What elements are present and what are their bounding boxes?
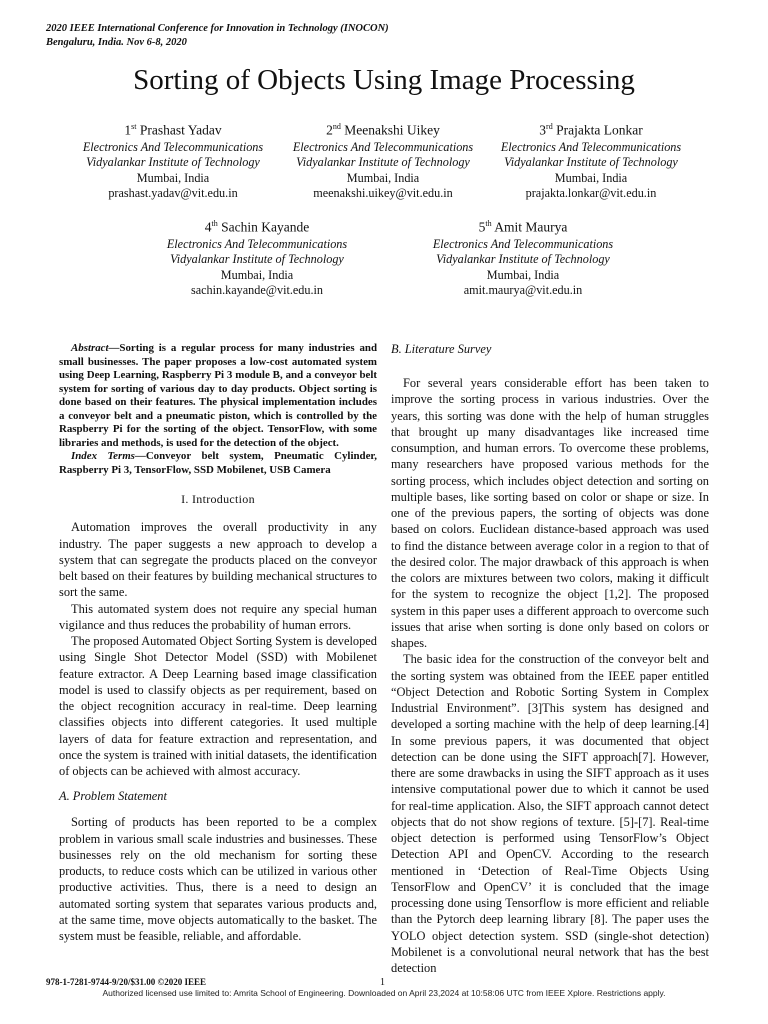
left-column [59,342,377,944]
author-ordinal: 5 [478,219,486,235]
subsection-heading-literature-survey: B. Literature Survey [391,342,492,356]
author-city: Mumbai, India [136,170,210,185]
author-ordinal: 3 [539,122,547,138]
author-block-5 [398,215,648,299]
author-block-2 [270,118,496,202]
author-block-1 [60,118,286,202]
author-department: Electronics And Telecommunications [82,139,264,154]
paragraph: Sorting of products has been reported to be a complex problem in various small scale industries and businesses. These businesses rely on the old mechanism for sorting these products, to reduce costs which can be utilized in various other productive activities. Thus, there is a need to design an automated sorting system that separates various products and, at the same time, move objects automatically to the basket. The system must be feasible, reliable, and affordable. [59,815,377,944]
author-email: prashast.yadav@vit.edu.in [108,186,238,200]
author-ordinal-suffix: st [131,122,137,131]
author-city: Mumbai, India [486,267,560,282]
author-department: Electronics And Telecommunications [500,139,682,154]
paragraph: The proposed Automated Object Sorting System is developed using Single Shot Detector Model (SSD) with Mobilenet feature extractor. A Deep Learning based image classification model is used to classify objects as per requirement, based on the object recognition accuracy in real-time. Deep learning classifies objects into different categories. It used multiple layers of data for feature extraction and representation, and once the system is trained with initial datasets, the identification of objects can be achieved with almost accuracy. [59,634,377,779]
author-ordinal-suffix: th [485,219,492,228]
author-ordinal: 1 [124,122,132,138]
abstract-text: —Sorting is a regular process for many industries and small businesses. The paper proposes a low-cost automated system using Deep Learning, Raspberry Pi 3 module B, and a conveyor belt system for sorting of various day to day products. Object sorting is done based on their features. The physical implementation includes a conveyor belt and a pneumatic piston, which is controlled by the Raspberry Pi for the sorting of the object. TensorFlow, with some libraries and methods, is used for the detection of the object. [59,342,377,449]
subsection-heading-problem-statement: A. Problem Statement [59,789,167,804]
conference-name: 2020 IEEE International Conference for Innovation in Technology (INOCON) [46,23,389,34]
abstract [59,342,377,477]
author-email: meenakshi.uikey@vit.edu.in [313,186,453,200]
author-department: Electronics And Telecommunications [292,139,474,154]
author-ordinal-suffix: th [211,219,218,228]
index-terms-text: —Conveyor belt system, Pneumatic Cylinder, Raspberry Pi 3, TensorFlow, SSD Mobilenet, USB Camera [59,450,377,476]
paragraph: The basic idea for the construction of the conveyor belt and the sorting system was obtained from the IEEE paper entitled “Object Detection and Robotic Sorting System in Complex Industrial Environment”. [3]This system has designed and developed a sorting machine with the help of deep learning.[4] In some previous papers, it was documented that object detection can be done using the SIFT approach[7]. However, there are some drawbacks in using the SIFT approach as it uses intensive computational power due to which it cannot be used for real-time application. Also, the SIFT approach cannot detect objects that do not show regions of texture. [5]-[7]. Real-time object detection is performed using TensorFlow’s Object Detection API and OpenCV. According to the research mentioned in ‘Detection of Real-Time Objects Using TensorFlow and OpenCV’ it is concluded that the image processing done using Tensorflow is more efficient and reliable than the Pytorch deep learning library [8]. The paper uses the YOLO object detection system. SSD (single-shot detection) Mobilenet is a convolutional neural network that has the best detection [391,652,709,975]
paragraph: Automation improves the overall productivity in any industry. The paper suggests a new approach to develop a system that can segregate the products placed on the conveyor belt based on their features by building mechanical structures to sort the same. [59,520,377,600]
author-city: Mumbai, India [220,267,294,282]
author-block-3 [478,118,704,202]
author-ordinal-suffix: nd [332,122,341,131]
author-name: Prashast Yadav [139,122,222,138]
problem-statement-body [59,814,377,944]
author-email: amit.maurya@vit.edu.in [463,283,583,297]
author-email: prajakta.lonkar@vit.edu.in [525,186,657,200]
license-notice: Authorized licensed use limited to: Amrita School of Engineering. Downloaded on April 23,2024 at 10:58:06 UTC from IEEE Xplore. Restrictions apply. [102,988,666,998]
copyright-isbn: 978-1-7281-9744-9/20/$31.00 ©2020 IEEE [46,977,206,987]
author-department: Electronics And Telecommunications [166,236,348,251]
index-terms-label: Index Terms [71,450,135,463]
author-institute: Vidyalankar Institute of Technology [170,252,344,266]
author-city: Mumbai, India [554,170,628,185]
conference-header [46,22,389,50]
introduction-body [59,519,377,779]
author-ordinal: 4 [204,219,212,235]
paragraph: For several years considerable effort has been taken to improve the sorting process in various industries. Over the years, this sorting was done with the help of human struggles that brought up many disadvantages like increased time consumption, and human errors. To overcome these problems, many researchers have proposed various methods for the sorting process, which includes object detection and sorting on multiple bases, like sorting based on color or shape or size. In one of the previous papers, the sorting of objects was done based on colors. Euclidean distance-based approach was used to find the distance between average color in a region to that of the desired color. The major drawback of this approach is when the colors are mixtures between two colors, making it difficult for the system to recognize the object [1,2]. The proposed system in this paper uses a different approach to overcome such issues that arise when sorting is done only based on colors or shapes. [391,376,709,650]
author-name: Amit Maurya [494,219,568,235]
literature-survey-body [391,375,709,976]
author-institute: Vidyalankar Institute of Technology [296,155,470,169]
author-block-4 [132,215,382,299]
author-city: Mumbai, India [346,170,420,185]
right-column [391,342,709,976]
page-number: 1 [380,977,385,988]
author-institute: Vidyalankar Institute of Technology [436,252,610,266]
author-ordinal-suffix: rd [546,122,553,131]
author-name: Prajakta Lonkar [556,122,643,138]
author-name: Meenakshi Uikey [344,122,440,138]
section-heading-introduction: I. Introduction [181,492,255,507]
conference-location: Bengaluru, India. Nov 6-8, 2020 [46,37,187,48]
paper-title: Sorting of Objects Using Image Processing [133,64,635,96]
abstract-label: Abstract [71,342,109,354]
author-ordinal: 2 [326,122,333,138]
author-institute: Vidyalankar Institute of Technology [504,155,678,169]
author-institute: Vidyalankar Institute of Technology [86,155,260,169]
paragraph: This automated system does not require any special human vigilance and thus reduces the probability of human errors. [59,601,377,632]
author-department: Electronics And Telecommunications [432,236,614,251]
author-email: sachin.kayande@vit.edu.in [190,283,324,297]
author-name: Sachin Kayande [221,219,310,235]
